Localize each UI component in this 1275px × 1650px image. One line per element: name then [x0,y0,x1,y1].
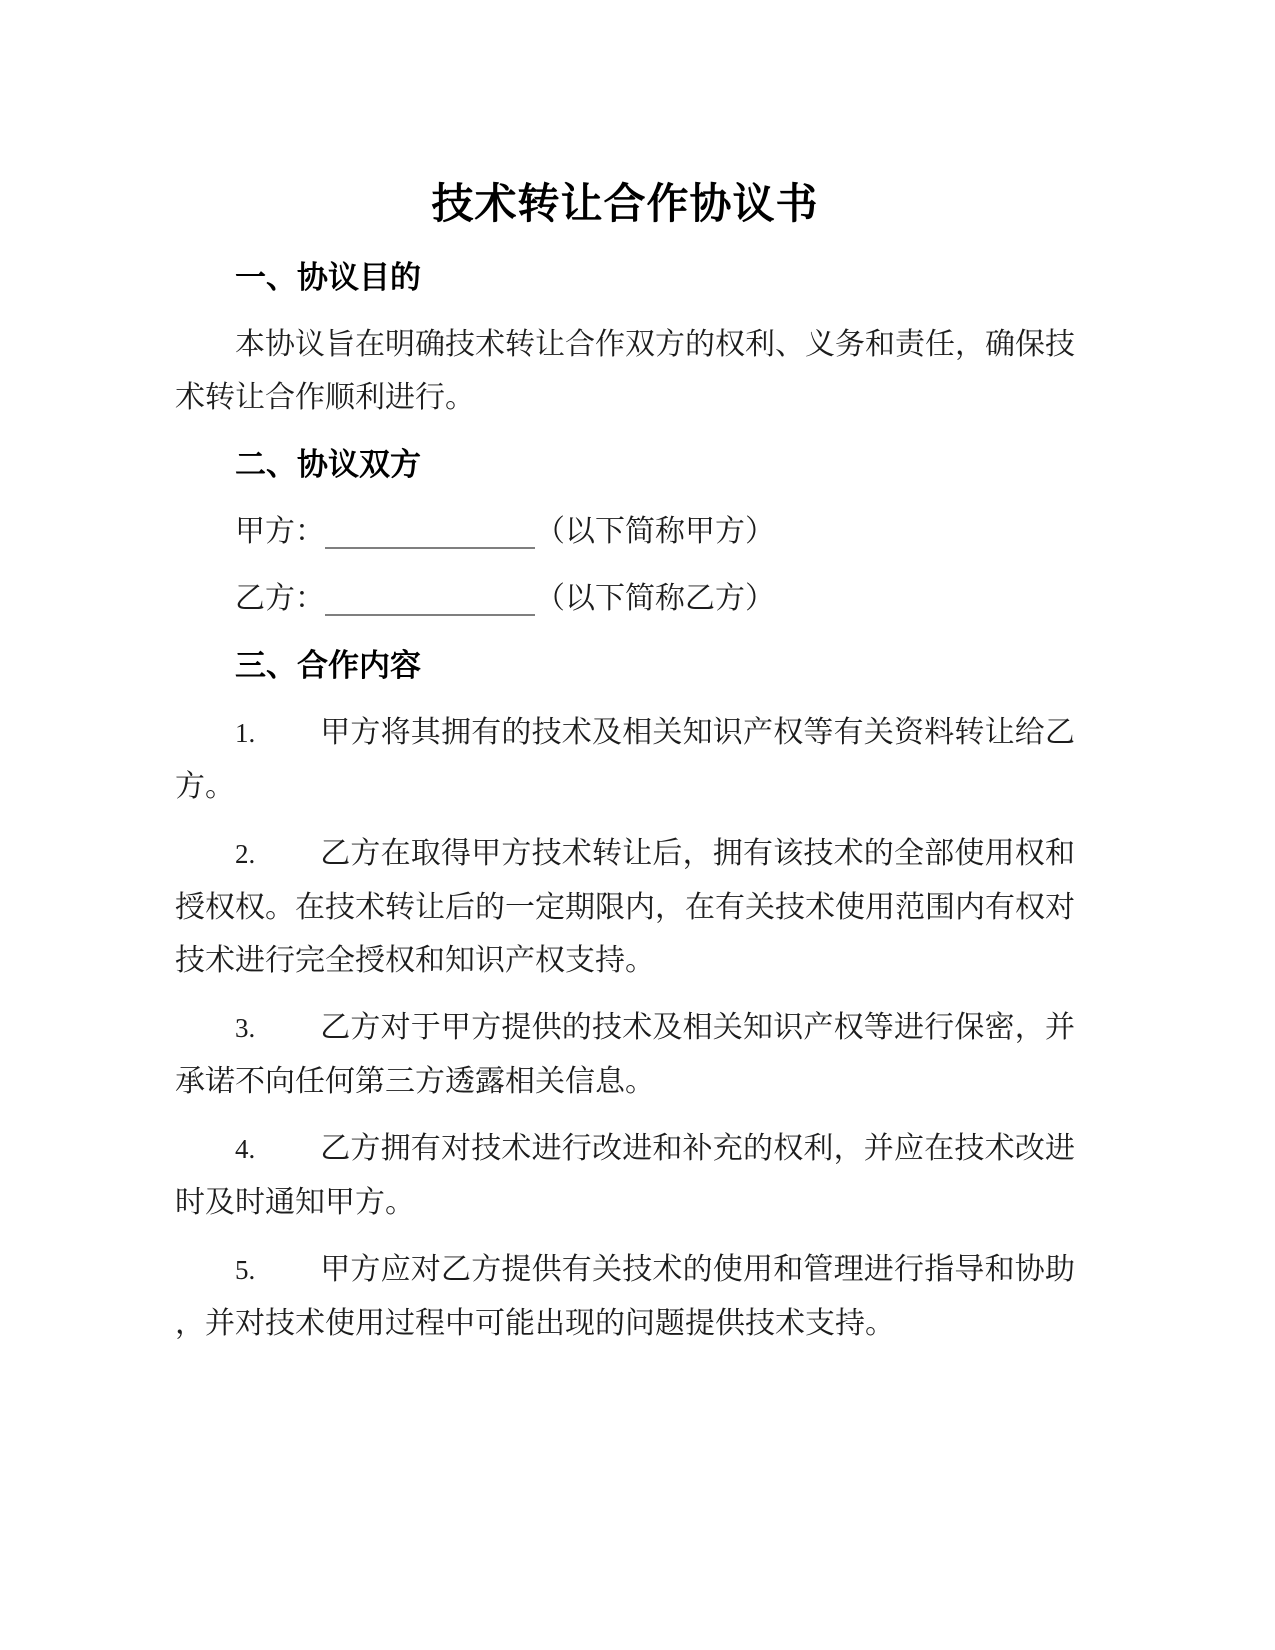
party-b-fill-in-blank [325,580,535,616]
item-text: 乙方拥有对技术进行改进和补充的权利，并应在技术改进时及时通知甲方。 [175,1132,1075,1219]
contract-item-1 [175,706,1075,813]
party-b-suffix: （以下简称乙方） [535,582,775,615]
party-b-label: 乙方： [235,582,325,615]
section-heading-parties: 二、协议双方 [235,447,421,482]
party-line-a [175,505,1075,558]
title-segment: 合作 [603,180,690,227]
contract-item-2 [175,827,1075,987]
item-number: 4. [235,1134,256,1164]
party-a-label: 甲方： [235,515,325,548]
contract-item-4 [175,1122,1075,1229]
item-number: 1. [235,718,256,748]
item-text: 甲方应对乙方提供有关技术的使用和管理进行指导和协助，并对技术使用过程中可能出现的问题提供技术支持。 [175,1253,1075,1340]
party-a-suffix: （以下简称甲方） [535,515,775,548]
title-segment: 术转让 [474,182,604,228]
party-a-fill-in-blank [325,513,535,549]
item-number: 3. [235,1013,256,1043]
item-text: 甲方将其拥有的技术及相关知识产权等有关资料转让给乙方。 [175,716,1075,803]
party-line-b [175,572,1075,625]
contract-item-3 [175,1001,1075,1108]
section-heading-content: 三、合作内容 [235,648,421,683]
contract-item-5 [175,1243,1075,1350]
item-number: 5. [235,1255,256,1285]
paragraph-purpose: 本协议旨在明确技术转让合作双方的权利、义务和责任，确保技术转让合作顺利进行。 [175,328,1075,414]
item-number: 2. [235,839,256,869]
document-title [175,172,1075,237]
title-segment: 技 [431,180,475,227]
section-heading-purpose: 一、协议目的 [235,260,421,295]
title-segment: 协议书 [689,182,819,228]
item-text: 乙方对于甲方提供的技术及相关知识产权等进行保密，并承诺不向任何第三方透露相关信息。 [175,1011,1075,1098]
item-text: 乙方在取得甲方技术转让后，拥有该技术的全部使用权和授权权。在技术转让后的一定期限内，在有关技术使用范围内有权对技术进行完全授权和知识产权支持。 [175,837,1075,977]
